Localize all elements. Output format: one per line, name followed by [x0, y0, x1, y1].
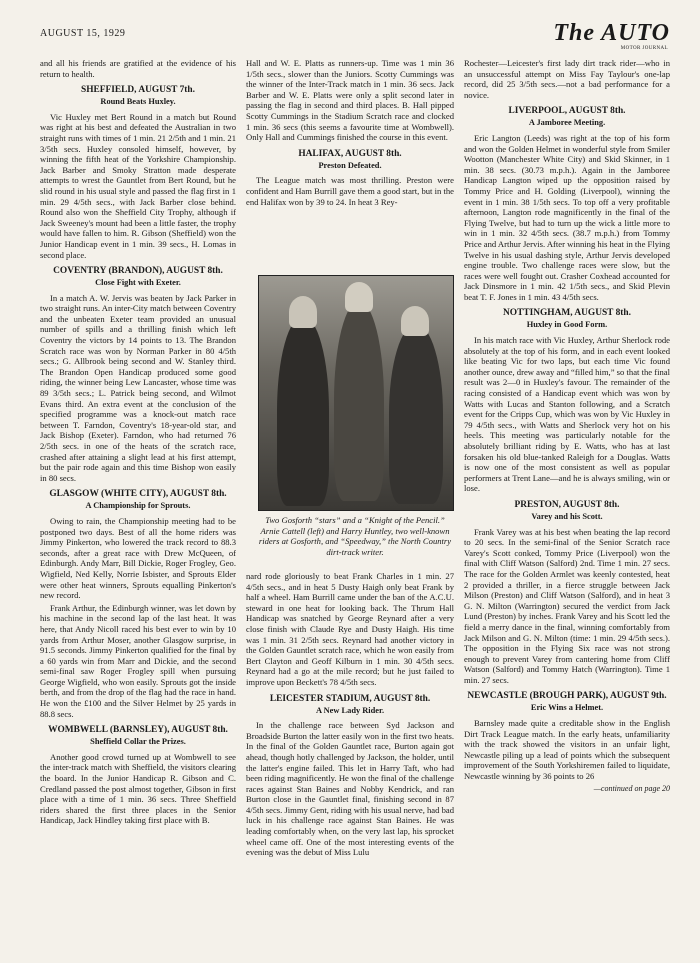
section-heading: GLASGOW (WHITE CITY), AUGUST 8th.: [49, 489, 227, 500]
magazine-logo-subtitle: MOTOR JOURNAL: [620, 46, 668, 51]
section-heading: LIVERPOOL, AUGUST 8th.: [508, 106, 626, 117]
section-heading: HALIFAX, AUGUST 8th.: [298, 148, 402, 159]
section-paragraph: nard rode gloriously to beat Frank Charles in 1 min. 27 4/5th secs., and in heat 5 Dusty Haigh only beat Frank by half a wheel. Ham Burrill came under the ban of the A.C.U. steward in one heat for looking back. The Thrum Hall Handicap was snatched by George Reynard after a very close finish with Claude Rye and Dusty Haigh. His time was 1 min. 31 2/5th secs. Reynard had another victory in the Golden Gauntlet scratch race, which he won easily from Bert Clayton and Geoff Kilburn in 1 min. 30 4/5th secs. Reynard had a go at the mile record; but he just failed to improve upon Beckett's 78 4/5th secs.: [246, 571, 454, 687]
column-middle-bottom: [246, 571, 454, 860]
section-subheading: Preston Defeated.: [318, 160, 382, 170]
page-header: [40, 20, 670, 58]
section-subheading: Varey and his Scott.: [531, 511, 603, 521]
rider-figure-right: [389, 324, 443, 504]
section-paragraph: Owing to rain, the Championship meeting had to be postponed two days. Best of all the home riders was Jimmy Pinkerton, who lowered the track record to 88.3 seconds, after a great race with Drew McQueen, of Edinburgh. Andy Marr, Bill Dickie, Roger Frogley, Geo. Wigfield, Ned Kelly, Norrie Isbister, and Sprouts Elder were other heat winners, Sprouts equalling Pinkerton's new record.: [40, 515, 236, 601]
continued-note: —continued on page 20: [593, 783, 670, 793]
magazine-logo: The AUTO: [553, 20, 670, 46]
section-paragraph: In his match race with Vic Huxley, Arthur Sherlock rode absolutely at the top of his form, and in each event looked like beating Vic for two laps, but each time Vic found another ounce, drew away and “filled him,” so that the final result was 2—0 in Huxley's favour. The remainder of the racing consisted of a Handicap event which was won by Watts with Lucas and Stanton following, and a Scratch event for the Cripps Cup, which was won by Vic Huxley in 79 4/5th secs., with Watts and Sherlock very hot on his heels. This meeting was particularly notable for the absolutely brilliant riding by E. Watts, who has at last forsaken his old blue-tanked Raleigh for a Douglas. Watts is now one of the most consistent as well as popular performers at Trent Lane—and he is always smiling, win or lose.: [464, 335, 670, 494]
page-date: AUGUST 15, 1929: [40, 28, 126, 39]
section-heading: NOTTINGHAM, AUGUST 8th.: [503, 308, 631, 319]
section-heading: SHEFFIELD, AUGUST 7th.: [81, 85, 195, 96]
section-subheading: Round Beats Huxley.: [100, 97, 176, 107]
section-heading: WOMBWELL (BARNSLEY), AUGUST 8th.: [48, 725, 228, 736]
writer-head-center: [345, 282, 373, 312]
section-subheading: A New Lady Rider.: [315, 705, 385, 715]
column-left: [40, 58, 236, 828]
section-paragraph: Frank Arthur, the Edinburgh winner, was let down by his machine in the second lap of the last heat. It was here, that Andy Nicoll raced his best ever to win by 10 yards from Arthur Moser, another Glasgow surprise, in 91.5 seconds. Jimmy Pinkerton qualified for the final by a 60 yards win from Marr and Dickie, and the second semi-final saw Roger Frogley spill when pursuing George Wigfield, who won easily. Sprouts got the inside berth, and from the drop of the flag had the race in hand. He won the £100 and the Silver Helmet by 25 yards in 88.8 secs.: [40, 602, 236, 719]
section-heading: COVENTRY (BRANDON), AUGUST 8th.: [53, 266, 223, 277]
section-heading: PRESTON, AUGUST 8th.: [514, 499, 620, 510]
section-paragraph: Vic Huxley met Bert Round in a match but Round was right at his best and defeated the Australian in two straight runs with times of 1 min. 21 2/5th and 1 min. 21 3/5th secs. Huxley consoled himself, however, by winning the fifth heat of the Yorkshire Championship. Jack Barber and Smoky Stratton made desperate attempts to wrest the Gauntlet from Bert Round, but he slid round in his usual style and passed the flag first in 1 min. 29 4/5th secs., with Jack Barber close behind. Round also won the Sheffield City Trophy, although if Jack Sweeney's mount had been a little faster, the trophy would have fallen to him. R. Gibson (Sheffield) won the Junior Handicap event in 1 min. 39 secs., H. Lomas in second place.: [40, 111, 236, 260]
rider-head-right: [401, 306, 429, 336]
riders-photograph: [258, 275, 454, 511]
section-subheading: A Jamboree Meeting.: [528, 118, 606, 128]
section-paragraph: Frank Varey was at his best when beating the lap record to 20 secs. In the semi-final of the Senior Scratch race Varey's Scott conked, Tommy Price (Liverpool) won the final with Cliff Watson (Salford) 2nd. Time 1 min. 27 secs. The race for the Golden Armlet was keenly contested, heat 2 provided a thriller, in a fierce struggle between Jack Milson (Preston) and Cliff Watson (Salford), and in heat 3 G. N. Milton (Warrington) secured the verdict from Jack Lund (Preston) by inches. Frank Varey and his Scott led the field a merry dance in the final, winning comfortably from Jack Milson and G. N. Milton (time: 1 min. 29 4/5th secs.). The opposition in the Flying Six race was not strong enough to prevent Varey from cantering home from Cliff Watson (Salford) and Tommy Hatch (Warrington). Time 1 min. 27 secs.: [464, 526, 670, 685]
rider-head-left: [289, 296, 317, 328]
section-paragraph: In the challenge race between Syd Jackson and Broadside Burton the latter easily won in the first two heats. In the final of the Golden Gauntlet race, Burton again got ahead, though hotly challenged by Jackson, the holder, until the latter's engine failed. This let in Harry Taft, who had been riding magnificently. He won the final of the challenge races against Stan Baines and Nobby Kendrick, and ran Burton close in the Gauntlet final, finishing second in 87 4/5th secs. Jimmy Gent, riding with his usual nerve, had bad luck in his challenge race against Stan Baines. He was leading comfortably when, on the very last lap, his sprocket wheel came off. One of the most interesting events of the evening was the debut of Miss Lulu: [246, 720, 454, 858]
section-subheading: Eric Wins a Helmet.: [530, 703, 604, 713]
photo-caption: Two Gosforth “stars” and a “Knight of the Pencil.” Arnie Cattell (left) and Harry Huntley, two well-known riders at Gosforth, and “Speedway,” the North Country dirt-track writer.: [258, 515, 452, 557]
section-paragraph: Another good crowd turned up at Wombwell to see the inter-track match with Sheffield, the visitors clearing the board. In the Junior Handicap R. Gibson and C. Credland passed the post almost together, Gibson in first place with a time of 1 min. 36 secs. Three Sheffield riders shared the first three places in the Senior Handicap, Jack Hindley taking first place with B.: [40, 751, 236, 826]
rider-figure-left: [277, 316, 329, 506]
column-middle-top: [246, 58, 454, 209]
writer-figure-center: [334, 301, 384, 501]
section-subheading: Close Fight with Exeter.: [95, 278, 181, 288]
section-paragraph: The League match was most thrilling. Preston were confident and Ham Burrill gave them a good start, but in the end Halifax won by 39 to 24. In heat 3 Rey-: [246, 175, 454, 207]
section-paragraph: Rochester—Leicester's first lady dirt track rider—who in an unsuccessful attempt on Miss Fay Taylour's one-lap record, did 25 3/5th secs.—not a bad performance for a novice.: [464, 58, 670, 100]
section-subheading: Huxley in Good Form.: [526, 320, 608, 330]
section-paragraph: Eric Langton (Leeds) was right at the top of his form and won the Golden Helmet in wonderful style from Smiler Wootton (Manchester White City) and Skid Skinner, in 1 min. 38 secs. (30.73 m.p.h.). Again in the Jamboree Handicap Langton wiped up the opposition raised by Tommy Price and H. Golding (Liverpool), winning the event in 1 min. 38 1/5th secs. To top off a very profitable afternoon, Langton rode magnificently in the final of the Flying Twelve, but had to turn up the wick a little more to win in 1 min. 32 4/5th secs. (38.7 m.p.h.) from Tommy Price and Arthur Jervis. After winning his heat in the Flying Twelve in his usual dashing style, Arthur Jervis developed engine trouble. Two challenge races were slow, but the races were well fought out. Crasher Coxhead accounted for Jack Dinsmore in 1 min. 42 1/5th secs., and Skid Plevin beat T. F. Jones in 1 min. 43 4/5th secs.: [464, 132, 670, 302]
section-subheading: Sheffield Collar the Prizes.: [90, 737, 186, 747]
section-subheading: A Championship for Sprouts.: [85, 501, 191, 511]
section-heading: NEWCASTLE (BROUGH PARK), AUGUST 9th.: [467, 691, 667, 702]
section-heading: LEICESTER STADIUM, AUGUST 8th.: [269, 693, 431, 704]
section-paragraph: In a match A. W. Jervis was beaten by Jack Parker in two straight runs. An inter-City match between Coventry and the unbeaten Exeter team provided an unusual number of spills and a thrilling finish which left Coventry the victors by 14 points to 13. The Brandon Scratch race was won by Norman Parker in 80 4/5th secs.; G. Allbrook being second and W. Stanley third. The Brandon Open Handicap produced some good riding, the winner being Lew Lancaster, whose time was 89 3/5th secs.; L. Patrick being second, and Wilmot Evans third. An extra event at the conclusion of the specified programme was a knock-out match race between T. Farndon, Coventry's 18-year-old star, and Jack Bishop (Exeter). Farndon, who had returned 76 2/5th secs. in one of the heats of the scratch race, crashed after attaining a slight lead at his first attempt, but the pair rode again and this time Bishop won easily in 80 secs.: [40, 292, 236, 483]
intro-paragraph: and all his friends are gratified at the evidence of his return to health.: [40, 58, 236, 79]
section-paragraph: Barnsley made quite a creditable show in the English Dirt Track League match. In the early heats, unfamiliarity with the track showed the visitors in an unfair light, Newcastle piling up a lead of points which the subsequent improvement of the South Yorkshiremen failed to liquidate, Newcastle winning by 36 points to 26: [464, 718, 670, 782]
section-paragraph: Hall and W. E. Platts as runners-up. Time was 1 min 36 1/5th secs., slower than the Juniors. Scotty Cummings was the winner of the Inter-Track match in 1 min. 36 secs. Jack Barber and W. E. Platts were only a split second later in passing the flag in second and third places. B. Hall pipped Scotty Cummings in the Stadium Scratch race and clocked 1 min. 36 secs (this seems a favourite time at Wombwell). Only Hall and Cummings finished the course in this event.: [246, 58, 454, 143]
column-right: [464, 58, 670, 794]
